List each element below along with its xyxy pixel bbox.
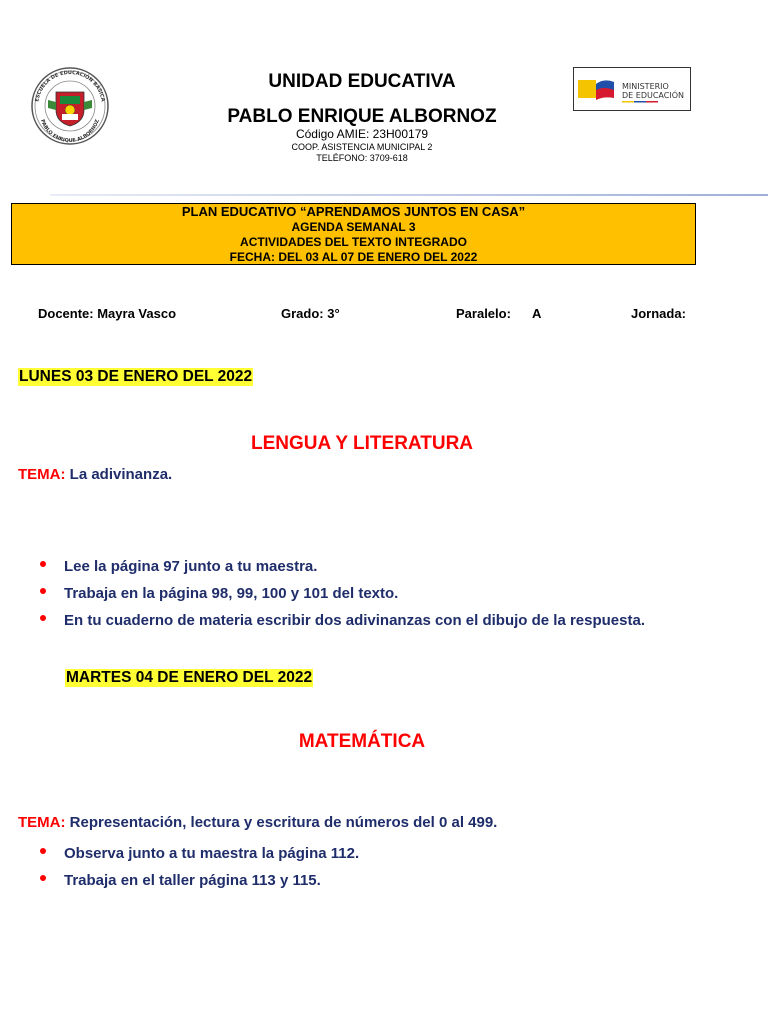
teacher-name: Docente: Mayra Vasco bbox=[38, 306, 177, 321]
list-item bbox=[40, 872, 321, 889]
plan-title: PLAN EDUCATIVO “APRENDAMOS JUNTOS EN CASA” bbox=[181, 204, 526, 219]
bullet-dot-icon bbox=[40, 848, 46, 854]
amie-code: Código AMIE: 23H00179 bbox=[295, 127, 429, 141]
bullet-dot-icon bbox=[40, 615, 46, 621]
tema-label: TEMA: bbox=[18, 466, 66, 483]
ministry-line1: MINISTERIO bbox=[622, 82, 669, 91]
task-text: Lee la página 97 junto a tu maestra. bbox=[64, 558, 318, 575]
list-item bbox=[40, 845, 359, 862]
paralelo-label: Paralelo: bbox=[456, 306, 511, 321]
jornada-label: Jornada: bbox=[631, 306, 686, 321]
task-text: Trabaja en la página 98, 99, 100 y 101 del texto. bbox=[64, 585, 399, 602]
plan-agenda: AGENDA SEMANAL 3 bbox=[291, 220, 416, 234]
plan-date: FECHA: DEL 03 AL 07 DE ENERO DEL 2022 bbox=[229, 250, 478, 264]
day-heading-monday: LUNES 03 DE ENERO DEL 2022 bbox=[19, 368, 253, 385]
school-crest-icon bbox=[28, 66, 112, 146]
tema-lengua bbox=[18, 466, 172, 483]
crest-bottom-text: PABLO ENRIQUE ALBORNOZ bbox=[39, 118, 101, 145]
header-divider bbox=[50, 194, 768, 196]
paralelo-value: A bbox=[532, 306, 542, 321]
grade: Grado: 3° bbox=[281, 306, 340, 321]
ministry-line2: DE EDUCACIÓN bbox=[622, 91, 684, 100]
bullet-dot-icon bbox=[40, 588, 46, 594]
ministry-education-logo-icon bbox=[573, 67, 691, 111]
task-text: Trabaja en el taller página 113 y 115. bbox=[64, 872, 321, 889]
school-title-line2: PABLO ENRIQUE ALBORNOZ bbox=[227, 106, 497, 127]
list-item bbox=[40, 558, 317, 575]
day-heading-tuesday: MARTES 04 DE ENERO DEL 2022 bbox=[66, 669, 313, 686]
plan-banner bbox=[11, 203, 696, 265]
tema-text: La adivinanza. bbox=[65, 466, 173, 483]
task-text: En tu cuaderno de materia escribir dos adivinanzas con el dibujo de la respuesta. bbox=[64, 612, 646, 629]
bullet-dot-icon bbox=[40, 561, 46, 567]
tema-text: Representación, lectura y escritura de números del 0 al 499. bbox=[65, 814, 498, 831]
list-item bbox=[40, 612, 645, 629]
school-address: COOP. ASISTENCIA MUNICIPAL 2 bbox=[291, 142, 433, 152]
subject-heading-lengua: LENGUA Y LITERATURA bbox=[250, 433, 474, 454]
list-item bbox=[40, 585, 398, 602]
tema-matematica bbox=[18, 814, 497, 831]
bullet-dot-icon bbox=[40, 875, 46, 881]
subject-heading-matematica: MATEMÁTICA bbox=[298, 731, 426, 752]
school-title-line1: UNIDAD EDUCATIVA bbox=[268, 71, 456, 92]
school-phone: TELÉFONO: 3709-618 bbox=[316, 153, 408, 163]
crest-top-text: ESCUELA DE EDUCACIÓN BÁSICA bbox=[34, 69, 106, 103]
plan-activities: ACTIVIDADES DEL TEXTO INTEGRADO bbox=[240, 235, 467, 249]
task-text: Observa junto a tu maestra la página 112. bbox=[64, 845, 360, 862]
tema-label: TEMA: bbox=[18, 814, 66, 831]
